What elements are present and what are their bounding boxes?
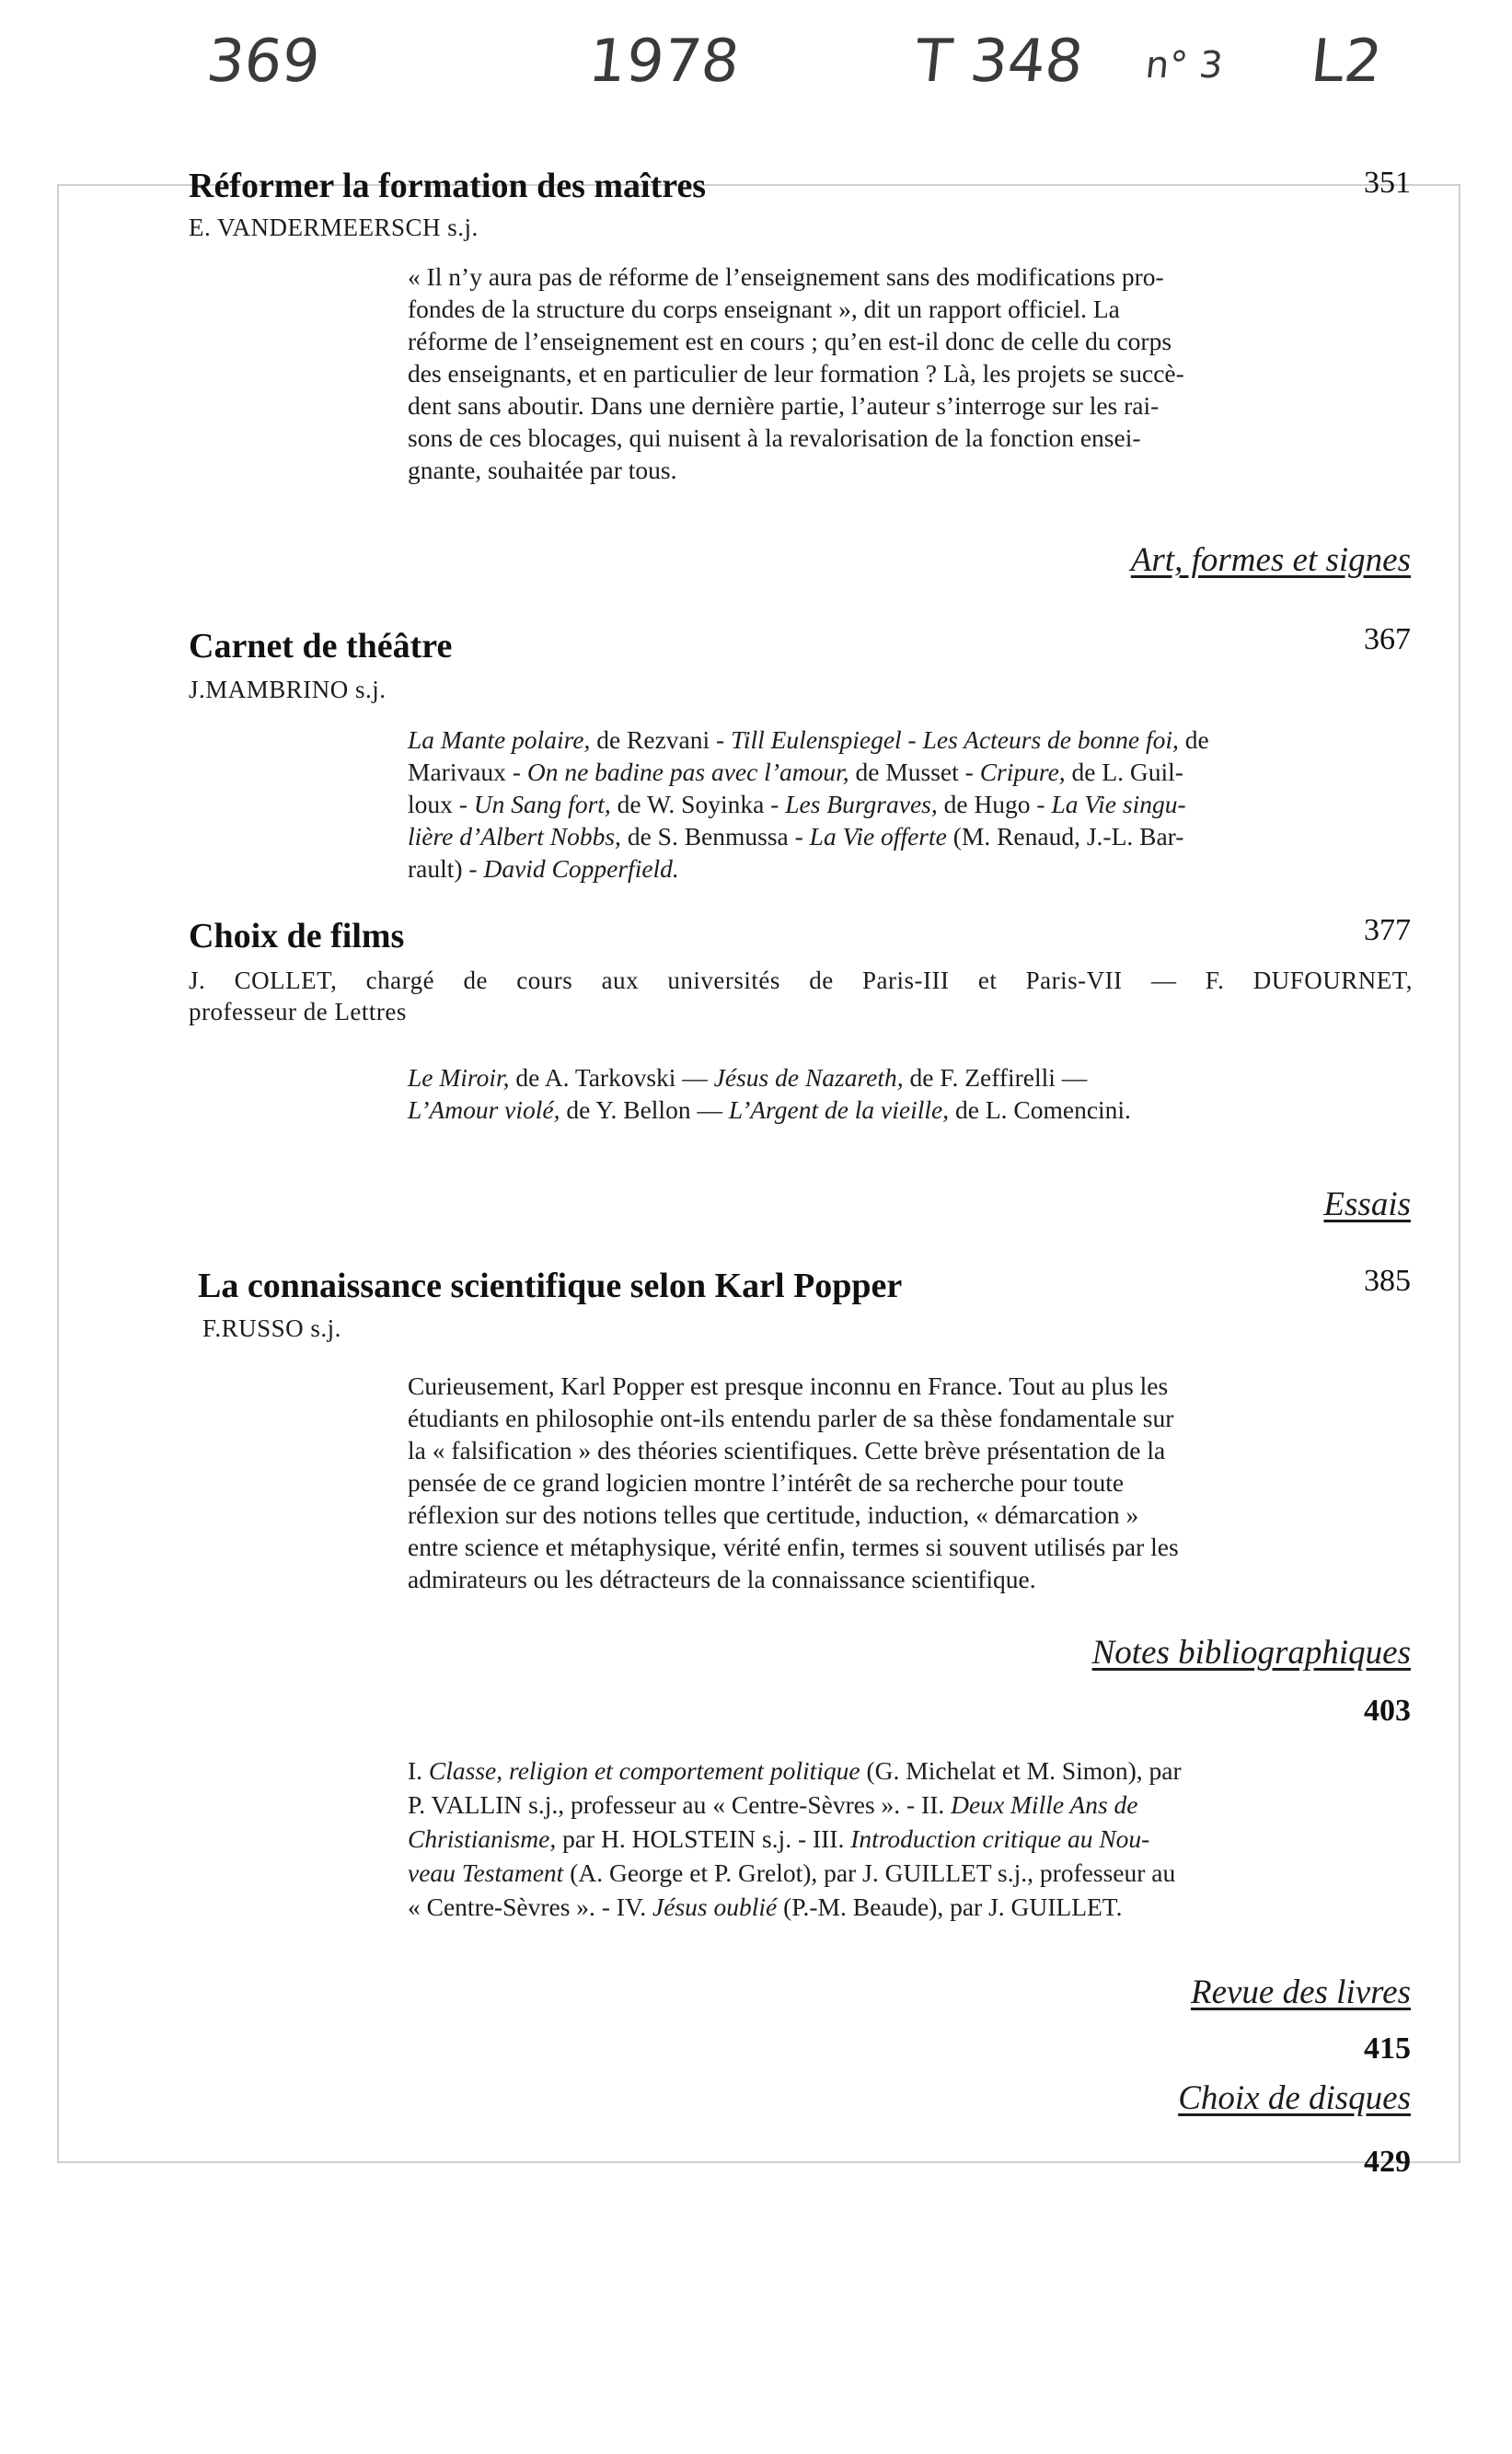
text-span: « Centre-Sèvres ». - IV.: [408, 1893, 653, 1921]
article-title: Réformer la formation des maîtres: [189, 167, 707, 205]
notes-list: [408, 1754, 1411, 1924]
italic-title: David Copperfield.: [483, 854, 679, 883]
handwritten-note: 1978: [585, 28, 743, 96]
italic-title: Christianisme,: [408, 1824, 557, 1853]
text-line: [408, 756, 1411, 788]
text-line: [408, 1094, 1411, 1126]
text-span: P. VALLIN s.j., professeur au « Centre-Sèvres ». - II.: [408, 1790, 952, 1819]
text-span: (P.-M. Beaude), par J. GUILLET.: [777, 1893, 1123, 1921]
italic-title: Deux Mille Ans de: [951, 1790, 1138, 1819]
handwritten-note: L2: [1308, 28, 1386, 96]
text-line: pensée de ce grand logicien montre l’intérêt de sa recherche pour toute: [408, 1468, 1125, 1497]
italic-title: L’Argent de la vieille,: [728, 1095, 950, 1124]
italic-title: La Mante polaire,: [408, 725, 591, 754]
page-number: 367: [1364, 622, 1411, 656]
text-line: [408, 852, 1411, 885]
text-line: [408, 820, 1411, 852]
text-span: par H. HOLSTEIN s.j. - III.: [556, 1824, 851, 1853]
italic-title: Till Eulenspiegel - Les Acteurs de bonne foi,: [731, 725, 1179, 754]
text-line: des enseignants, et en particulier de leur formation ? Là, les projets se succè-: [408, 359, 1184, 388]
italic-title: Jésus oublié: [652, 1893, 778, 1921]
text-line: entre science et métaphysique, vérité enfin, termes si souvent utilisés par les: [408, 1533, 1179, 1561]
italic-title: Jésus de Nazareth,: [713, 1063, 904, 1092]
text-line: [408, 1890, 1411, 1924]
article-author: E. VANDERMEERSCH s.j.: [189, 214, 479, 241]
text-span: de: [1178, 725, 1209, 754]
text-span: de A. Tarkovski —: [509, 1063, 714, 1092]
article-authors: [189, 965, 1413, 1027]
film-list: [408, 1061, 1411, 1126]
handwritten-note: T 348: [912, 28, 1087, 96]
text-span: rault) -: [408, 854, 484, 883]
author-line: professeur de Lettres: [189, 998, 407, 1025]
text-line: étudiants en philosophie ont-ils entendu parler de sa thèse fondamentale sur: [408, 1404, 1174, 1432]
page-number: 377: [1364, 913, 1411, 947]
text-line: [408, 1061, 1411, 1094]
text-span: loux -: [408, 790, 474, 818]
italic-title: La Vie offerte: [809, 822, 947, 851]
text-line: « Il n’y aura pas de réforme de l’enseignement sans des modifications pro-: [408, 262, 1164, 291]
text-span: de Rezvani -: [590, 725, 732, 754]
text-line: fondes de la structure du corps enseignant », dit un rapport officiel. La: [408, 295, 1120, 323]
text-line: [408, 723, 1411, 756]
italic-title: Les Burgraves,: [785, 790, 938, 818]
text-line: gnante, souhaitée par tous.: [408, 456, 677, 484]
text-span: de S. Benmussa -: [620, 822, 810, 851]
text-line: dent sans aboutir. Dans une dernière partie, l’auteur s’interroge sur les rai-: [408, 391, 1160, 420]
italic-title: La Vie singu-: [1051, 790, 1186, 818]
page-number: 415: [1364, 2031, 1411, 2066]
article-title: Carnet de théâtre: [189, 627, 453, 666]
text-line: [408, 1788, 1411, 1822]
article-summary: [408, 1370, 1411, 1595]
text-line: Curieusement, Karl Popper est presque inconnu en France. Tout au plus les: [408, 1372, 1169, 1400]
text-span: de F. Zeffirelli —: [903, 1063, 1088, 1092]
italic-title: Cripure,: [979, 758, 1066, 786]
text-span: (G. Michelat et M. Simon), par: [860, 1756, 1182, 1785]
author-line: J. COLLET, chargé de cours aux universités de Paris-III et Paris-VII — F. DUFOURNET,: [189, 967, 1413, 994]
page-number: 403: [1364, 1694, 1411, 1728]
italic-title: veau Testament: [408, 1858, 564, 1887]
handwritten-note: 369: [203, 28, 324, 96]
text-span: de Hugo -: [937, 790, 1052, 818]
text-span: de L. Comencini.: [949, 1095, 1131, 1124]
text-span: Marivaux -: [408, 758, 527, 786]
text-line: réforme de l’enseignement est en cours ; qu’en est-il donc de celle du corps: [408, 327, 1172, 355]
article-author: J.MAMBRINO s.j.: [189, 676, 387, 703]
text-line: [408, 788, 1411, 820]
article-title: Choix de films: [189, 917, 405, 955]
text-line: admirateurs ou les détracteurs de la connaissance scientifique.: [408, 1565, 1036, 1593]
italic-title: Un Sang fort,: [473, 790, 611, 818]
italic-title: lière d’Albert Nobbs,: [408, 822, 621, 851]
text-span: de Musset -: [848, 758, 980, 786]
section-heading-revue: Revue des livres: [1190, 1974, 1411, 2011]
text-span: de L. Guil-: [1065, 758, 1183, 786]
handwritten-note: n° 3: [1143, 44, 1225, 87]
text-line: sons de ces blocages, qui nuisent à la revalorisation de la fonction ensei-: [408, 423, 1141, 452]
text-line: [408, 1754, 1411, 1788]
play-list: [408, 723, 1411, 885]
article-summary: [408, 260, 1411, 486]
article-title: La connaissance scientifique selon Karl Popper: [198, 1267, 903, 1305]
text-span: I.: [408, 1756, 429, 1785]
page-number: 385: [1364, 1264, 1411, 1298]
italic-title: Le Miroir,: [408, 1063, 510, 1092]
text-line: la « falsification » des théories scientifiques. Cette brève présentation de la: [408, 1436, 1166, 1464]
text-span: (M. Renaud, J.-L. Bar-: [946, 822, 1184, 851]
italic-title: L’Amour violé,: [408, 1095, 560, 1124]
text-span: (A. George et P. Grelot), par J. GUILLET s.j., professeur au: [563, 1858, 1176, 1887]
italic-title: Classe, religion et comportement politique: [428, 1756, 860, 1785]
text-span: de W. Soyinka -: [610, 790, 786, 818]
text-span: de Y. Bellon —: [560, 1095, 729, 1124]
section-heading-essais: Essais: [1323, 1186, 1411, 1223]
section-heading-art: Art, formes et signes: [1130, 541, 1411, 579]
italic-title: Introduction critique au Nou-: [850, 1824, 1150, 1853]
section-heading-notes: Notes bibliographiques: [1091, 1634, 1411, 1672]
section-heading-disques: Choix de disques: [1178, 2079, 1411, 2117]
page-number: 351: [1364, 166, 1411, 200]
page-number: 429: [1364, 2145, 1411, 2179]
text-line: [408, 1856, 1411, 1890]
italic-title: On ne badine pas avec l’amour,: [526, 758, 849, 786]
article-author: F.RUSSO s.j.: [202, 1314, 341, 1342]
text-line: [408, 1822, 1411, 1856]
text-line: réflexion sur des notions telles que certitude, induction, « démarcation »: [408, 1500, 1139, 1529]
